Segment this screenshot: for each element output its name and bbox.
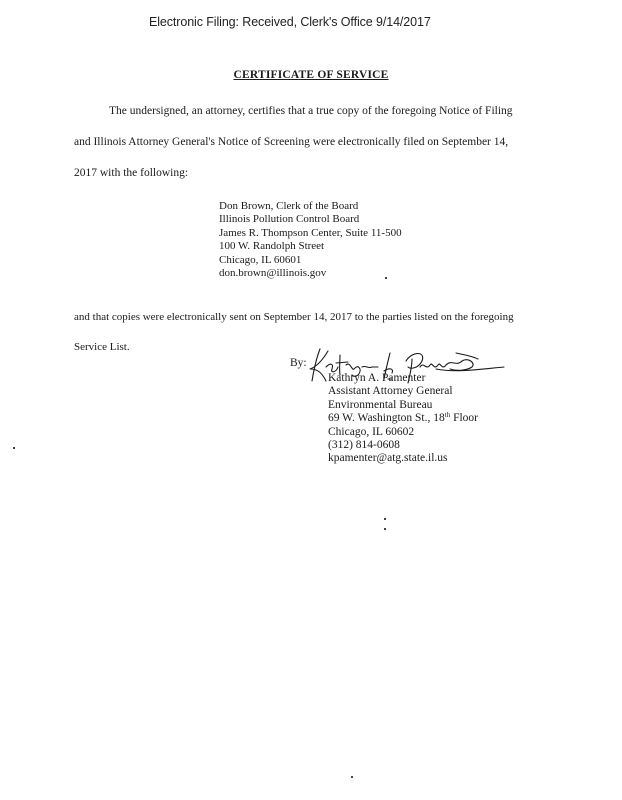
addressee-name: Don Brown, Clerk of the Board (219, 200, 359, 212)
signer-street-ordinal: th (444, 411, 451, 420)
scan-speck (385, 277, 387, 279)
signer-street-prefix: 69 W. Washington St., 18 (328, 412, 445, 425)
scan-speck (13, 447, 15, 449)
certification-paragraph (74, 96, 554, 189)
signer-name: Kathryn A. Pamenter (328, 372, 426, 384)
by-label: By: (290, 357, 307, 369)
addressee-city: Chicago, IL 60601 (219, 253, 302, 266)
filing-stamp: Electronic Filing: Received, Clerk's Office 9/14/2017 (149, 15, 431, 29)
scan-speck (384, 518, 386, 520)
scan-speck (351, 776, 353, 778)
addressee-street: 100 W. Randolph Street (219, 240, 325, 253)
signer-street (328, 412, 478, 425)
addressee-building: James R. Thompson Center, Suite 11-500 (219, 226, 402, 239)
paragraph-line: Service List. (74, 341, 130, 353)
signer-city: Chicago, IL 60602 (328, 425, 415, 438)
paragraph-line: The undersigned, an attorney, certifies that a true copy of the foregoing Notice of Filing (109, 105, 513, 117)
document-title: CERTIFICATE OF SERVICE (233, 69, 389, 81)
paragraph-line: and Illinois Attorney General's Notice of Screening were electronically filed on September 14, (74, 136, 509, 148)
addressee-email: don.brown@illinois.gov (219, 267, 327, 280)
signer-street-suffix: Floor (450, 412, 479, 425)
signer-email: kpamenter@atg.state.il.us (328, 452, 448, 465)
signer-bureau: Environmental Bureau (328, 398, 433, 411)
signer-phone: (312) 814-0608 (328, 439, 400, 452)
scan-speck (384, 528, 386, 530)
paragraph-line: and that copies were electronically sent on September 14, 2017 to the parties listed on the foregoing (74, 311, 514, 323)
signer-title: Assistant Attorney General (328, 385, 453, 398)
addressee-organization: Illinois Pollution Control Board (219, 213, 360, 226)
addressee-block (219, 200, 402, 280)
paragraph-line: 2017 with the following: (74, 167, 189, 179)
signer-block (328, 372, 478, 466)
